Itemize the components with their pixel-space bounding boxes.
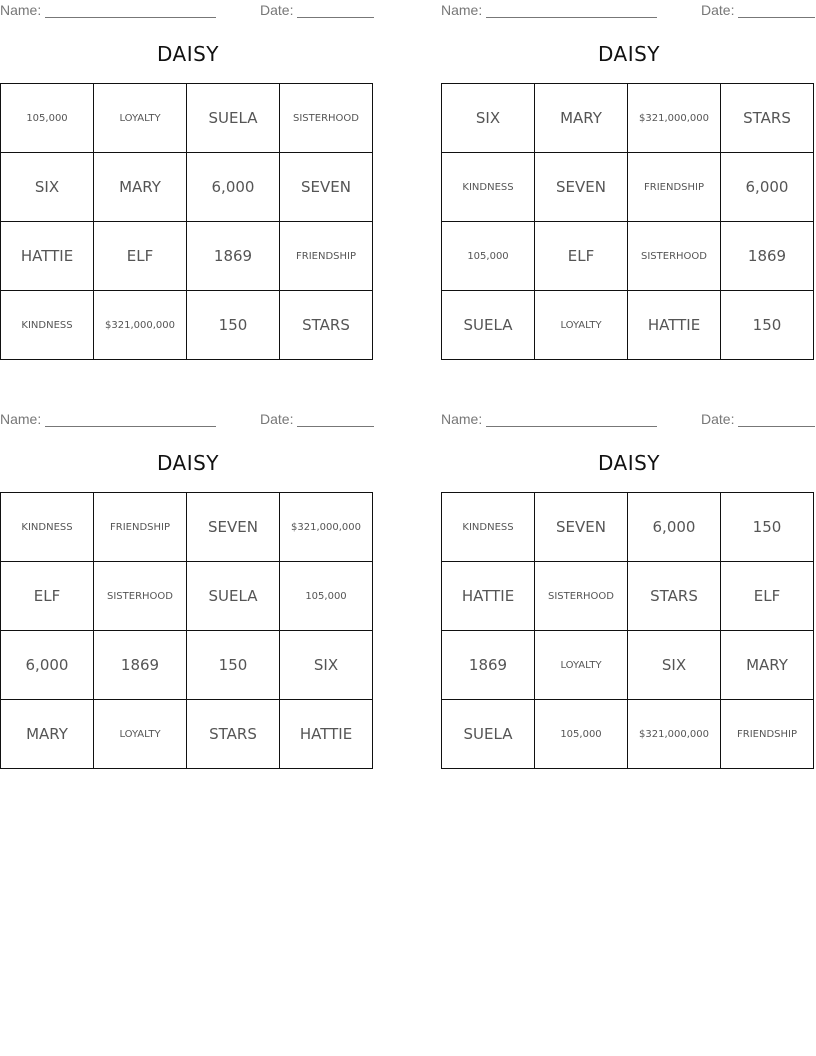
grid-cell[interactable]: SISTERHOOD — [628, 222, 721, 291]
card-header — [441, 0, 816, 22]
card-header — [441, 409, 816, 431]
grid-row — [1, 222, 373, 291]
grid-cell[interactable]: STARS — [187, 700, 280, 769]
grid-cell[interactable]: 1869 — [442, 631, 535, 700]
name-label: Name: — [441, 2, 483, 18]
grid-cell[interactable]: FRIENDSHIP — [94, 493, 187, 562]
grid-row — [442, 700, 814, 769]
grid-cell[interactable]: HATTIE — [628, 291, 721, 360]
grid-cell[interactable]: SEVEN — [280, 153, 373, 222]
bingo-grid — [0, 83, 373, 360]
bingo-grid — [441, 492, 814, 769]
date-label: Date: — [701, 411, 735, 427]
grid-cell[interactable]: ELF — [94, 222, 187, 291]
grid-cell[interactable]: STARS — [721, 84, 814, 153]
grid-cell[interactable]: FRIENDSHIP — [628, 153, 721, 222]
grid-cell[interactable]: SIX — [442, 84, 535, 153]
grid-cell[interactable]: ELF — [535, 222, 628, 291]
grid-cell[interactable]: SISTERHOOD — [535, 562, 628, 631]
grid-cell[interactable]: HATTIE — [280, 700, 373, 769]
name-label: Name: — [0, 2, 42, 18]
grid-cell[interactable]: 6,000 — [1, 631, 94, 700]
date-field[interactable] — [260, 2, 374, 18]
name-blank-line[interactable] — [486, 412, 657, 427]
name-blank-line[interactable] — [45, 412, 216, 427]
grid-cell[interactable]: SIX — [280, 631, 373, 700]
grid-cell[interactable]: SUELA — [442, 291, 535, 360]
grid-cell[interactable]: 105,000 — [442, 222, 535, 291]
grid-row — [1, 84, 373, 153]
name-blank-line[interactable] — [45, 3, 216, 18]
name-field[interactable] — [0, 411, 216, 427]
grid-cell[interactable]: FRIENDSHIP — [721, 700, 814, 769]
date-field[interactable] — [260, 411, 374, 427]
grid-cell[interactable]: LOYALTY — [94, 700, 187, 769]
grid-cell[interactable]: 105,000 — [1, 84, 94, 153]
name-label: Name: — [441, 411, 483, 427]
grid-cell[interactable]: 1869 — [187, 222, 280, 291]
grid-row — [1, 700, 373, 769]
grid-cell[interactable]: STARS — [280, 291, 373, 360]
card-title: DAISY — [597, 451, 661, 475]
grid-cell[interactable]: ELF — [721, 562, 814, 631]
grid-cell[interactable]: KINDNESS — [442, 493, 535, 562]
grid-cell[interactable]: SISTERHOOD — [280, 84, 373, 153]
grid-cell[interactable]: SEVEN — [535, 493, 628, 562]
grid-cell[interactable]: 150 — [187, 631, 280, 700]
grid-cell[interactable]: HATTIE — [1, 222, 94, 291]
grid-row — [442, 84, 814, 153]
grid-cell[interactable]: 150 — [187, 291, 280, 360]
grid-cell[interactable]: MARY — [1, 700, 94, 769]
grid-cell[interactable]: SUELA — [187, 84, 280, 153]
grid-row — [1, 631, 373, 700]
date-label: Date: — [260, 411, 294, 427]
grid-row — [442, 291, 814, 360]
grid-cell[interactable]: MARY — [94, 153, 187, 222]
name-field[interactable] — [0, 2, 216, 18]
grid-cell[interactable]: MARY — [535, 84, 628, 153]
grid-cell[interactable]: 1869 — [94, 631, 187, 700]
grid-cell[interactable]: HATTIE — [442, 562, 535, 631]
date-field[interactable] — [701, 411, 815, 427]
grid-cell[interactable]: $321,000,000 — [628, 84, 721, 153]
grid-cell[interactable]: KINDNESS — [442, 153, 535, 222]
grid-row — [442, 562, 814, 631]
grid-cell[interactable]: SIX — [628, 631, 721, 700]
grid-cell[interactable]: $321,000,000 — [94, 291, 187, 360]
name-field[interactable] — [441, 411, 657, 427]
grid-cell[interactable]: 6,000 — [187, 153, 280, 222]
grid-cell[interactable]: 105,000 — [535, 700, 628, 769]
grid-row — [442, 493, 814, 562]
grid-cell[interactable]: 6,000 — [721, 153, 814, 222]
grid-cell[interactable]: 6,000 — [628, 493, 721, 562]
date-blank-line[interactable] — [297, 412, 374, 427]
grid-cell[interactable]: SISTERHOOD — [94, 562, 187, 631]
name-blank-line[interactable] — [486, 3, 657, 18]
bingo-grid — [441, 83, 814, 360]
grid-row — [1, 493, 373, 562]
date-blank-line[interactable] — [297, 3, 374, 18]
grid-cell[interactable]: SEVEN — [535, 153, 628, 222]
card-header — [0, 0, 376, 22]
grid-cell[interactable]: ELF — [1, 562, 94, 631]
card-header — [0, 409, 376, 431]
grid-cell[interactable]: SEVEN — [187, 493, 280, 562]
grid-cell[interactable]: LOYALTY — [94, 84, 187, 153]
card-title: DAISY — [156, 451, 220, 475]
grid-cell[interactable]: 105,000 — [280, 562, 373, 631]
date-blank-line[interactable] — [738, 412, 815, 427]
grid-row — [442, 631, 814, 700]
grid-cell[interactable]: $321,000,000 — [280, 493, 373, 562]
date-field[interactable] — [701, 2, 815, 18]
grid-cell[interactable]: SIX — [1, 153, 94, 222]
card-title: DAISY — [597, 42, 661, 66]
grid-cell[interactable]: 150 — [721, 291, 814, 360]
grid-cell[interactable]: STARS — [628, 562, 721, 631]
grid-row — [442, 222, 814, 291]
grid-cell[interactable]: LOYALTY — [535, 631, 628, 700]
grid-row — [1, 562, 373, 631]
name-field[interactable] — [441, 2, 657, 18]
card-title: DAISY — [156, 42, 220, 66]
date-label: Date: — [701, 2, 735, 18]
grid-row — [1, 153, 373, 222]
grid-cell[interactable]: MARY — [721, 631, 814, 700]
bingo-grid — [0, 492, 373, 769]
grid-cell[interactable]: KINDNESS — [1, 493, 94, 562]
date-label: Date: — [260, 2, 294, 18]
grid-cell[interactable]: 1869 — [721, 222, 814, 291]
grid-cell[interactable]: LOYALTY — [535, 291, 628, 360]
grid-cell[interactable]: SUELA — [187, 562, 280, 631]
name-label: Name: — [0, 411, 42, 427]
grid-cell[interactable]: FRIENDSHIP — [280, 222, 373, 291]
date-blank-line[interactable] — [738, 3, 815, 18]
grid-cell[interactable]: SUELA — [442, 700, 535, 769]
grid-row — [442, 153, 814, 222]
grid-row — [1, 291, 373, 360]
grid-cell[interactable]: KINDNESS — [1, 291, 94, 360]
grid-cell[interactable]: 150 — [721, 493, 814, 562]
grid-cell[interactable]: $321,000,000 — [628, 700, 721, 769]
